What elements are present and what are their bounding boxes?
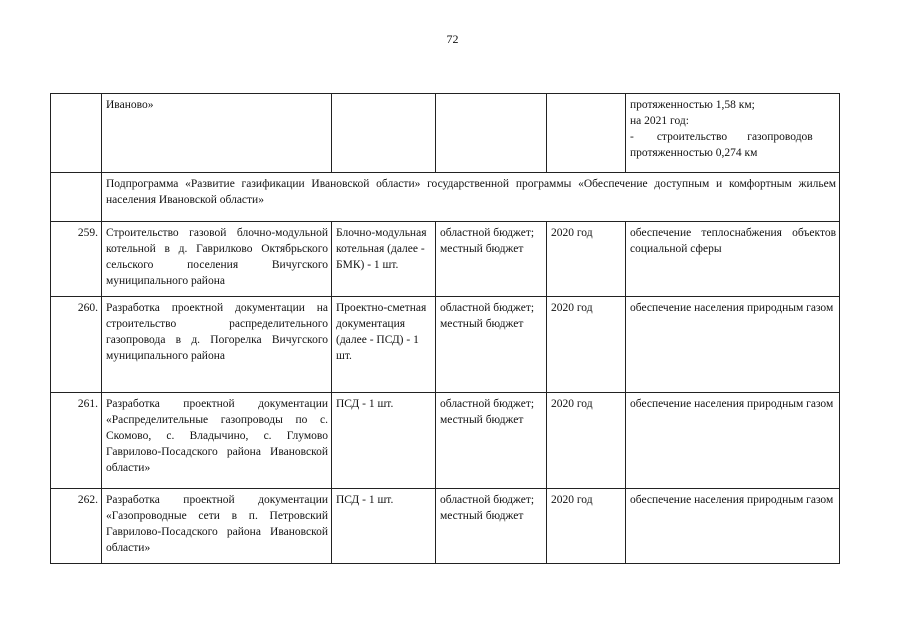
measure-name-cell: Иваново» xyxy=(102,94,332,173)
term-cell: 2020 год xyxy=(547,393,626,489)
goal-line: на 2021 год: xyxy=(630,115,689,127)
result-cell: ПСД - 1 шт. xyxy=(332,393,436,489)
subprogram-title: Подпрограмма «Развитие газификации Ивановской области» государственной программы «Обеспечение доступным и комфортным жильем населения Ивановской области» xyxy=(102,173,840,222)
term-cell: 2020 год xyxy=(547,489,626,564)
funding-source-cell: областной бюджет; местный бюджет xyxy=(436,222,547,297)
funding-source-cell xyxy=(436,94,547,173)
result-cell: ПСД - 1 шт. xyxy=(332,489,436,564)
result-cell xyxy=(332,94,436,173)
goal-cell: обеспечение теплоснабжения объектов социальной сферы xyxy=(626,222,840,297)
table-row xyxy=(51,393,840,489)
goal-line: - строительство газопроводов xyxy=(630,131,813,143)
subprogram-row xyxy=(51,173,840,222)
term-cell: 2020 год xyxy=(547,297,626,393)
goal-cell: обеспечение населения природным газом xyxy=(626,393,840,489)
goal-cell: обеспечение населения природным газом xyxy=(626,297,840,393)
term-cell: 2020 год xyxy=(547,222,626,297)
term-cell xyxy=(547,94,626,173)
result-cell: Блочно-модульная котельная (далее - БМК) - 1 шт. xyxy=(332,222,436,297)
table-row xyxy=(51,297,840,393)
table-row xyxy=(51,94,840,173)
row-number-cell: 262. xyxy=(51,489,102,564)
row-number-cell xyxy=(51,173,102,222)
measure-name-cell: Разработка проектной документации на строительство распределительного газопровода в д. Погорелка Вичугского муниципального района xyxy=(102,297,332,393)
row-number-cell xyxy=(51,94,102,173)
goal-cell xyxy=(626,94,840,173)
measure-name-cell: Строительство газовой блочно-модульной котельной в д. Гаврилково Октябрьского сельского поселения Вичугского муниципального района xyxy=(102,222,332,297)
table-row xyxy=(51,489,840,564)
measure-name-cell: Разработка проектной документации «Газопроводные сети в п. Петровский Гаврилово-Посадского района Ивановской области» xyxy=(102,489,332,564)
row-number-cell: 261. xyxy=(51,393,102,489)
funding-source-cell: областной бюджет; местный бюджет xyxy=(436,393,547,489)
measures-table xyxy=(50,93,840,564)
result-cell: Проектно-сметная документация (далее - ПСД) - 1 шт. xyxy=(332,297,436,393)
goal-line: протяженностью 0,274 км xyxy=(630,147,758,159)
goal-cell: обеспечение населения природным газом xyxy=(626,489,840,564)
table-row xyxy=(51,222,840,297)
row-number-cell: 259. xyxy=(51,222,102,297)
funding-source-cell: областной бюджет; местный бюджет xyxy=(436,489,547,564)
funding-source-cell: областной бюджет; местный бюджет xyxy=(436,297,547,393)
goal-line: протяженностью 1,58 км; xyxy=(630,99,755,111)
row-number-cell: 260. xyxy=(51,297,102,393)
page-number: 72 xyxy=(446,32,459,46)
measure-name-cell: Разработка проектной документации «Распределительные газопроводы по с. Скомово, с. Владычино, с. Глумово Гаврилово-Посадского района Ивановской области» xyxy=(102,393,332,489)
